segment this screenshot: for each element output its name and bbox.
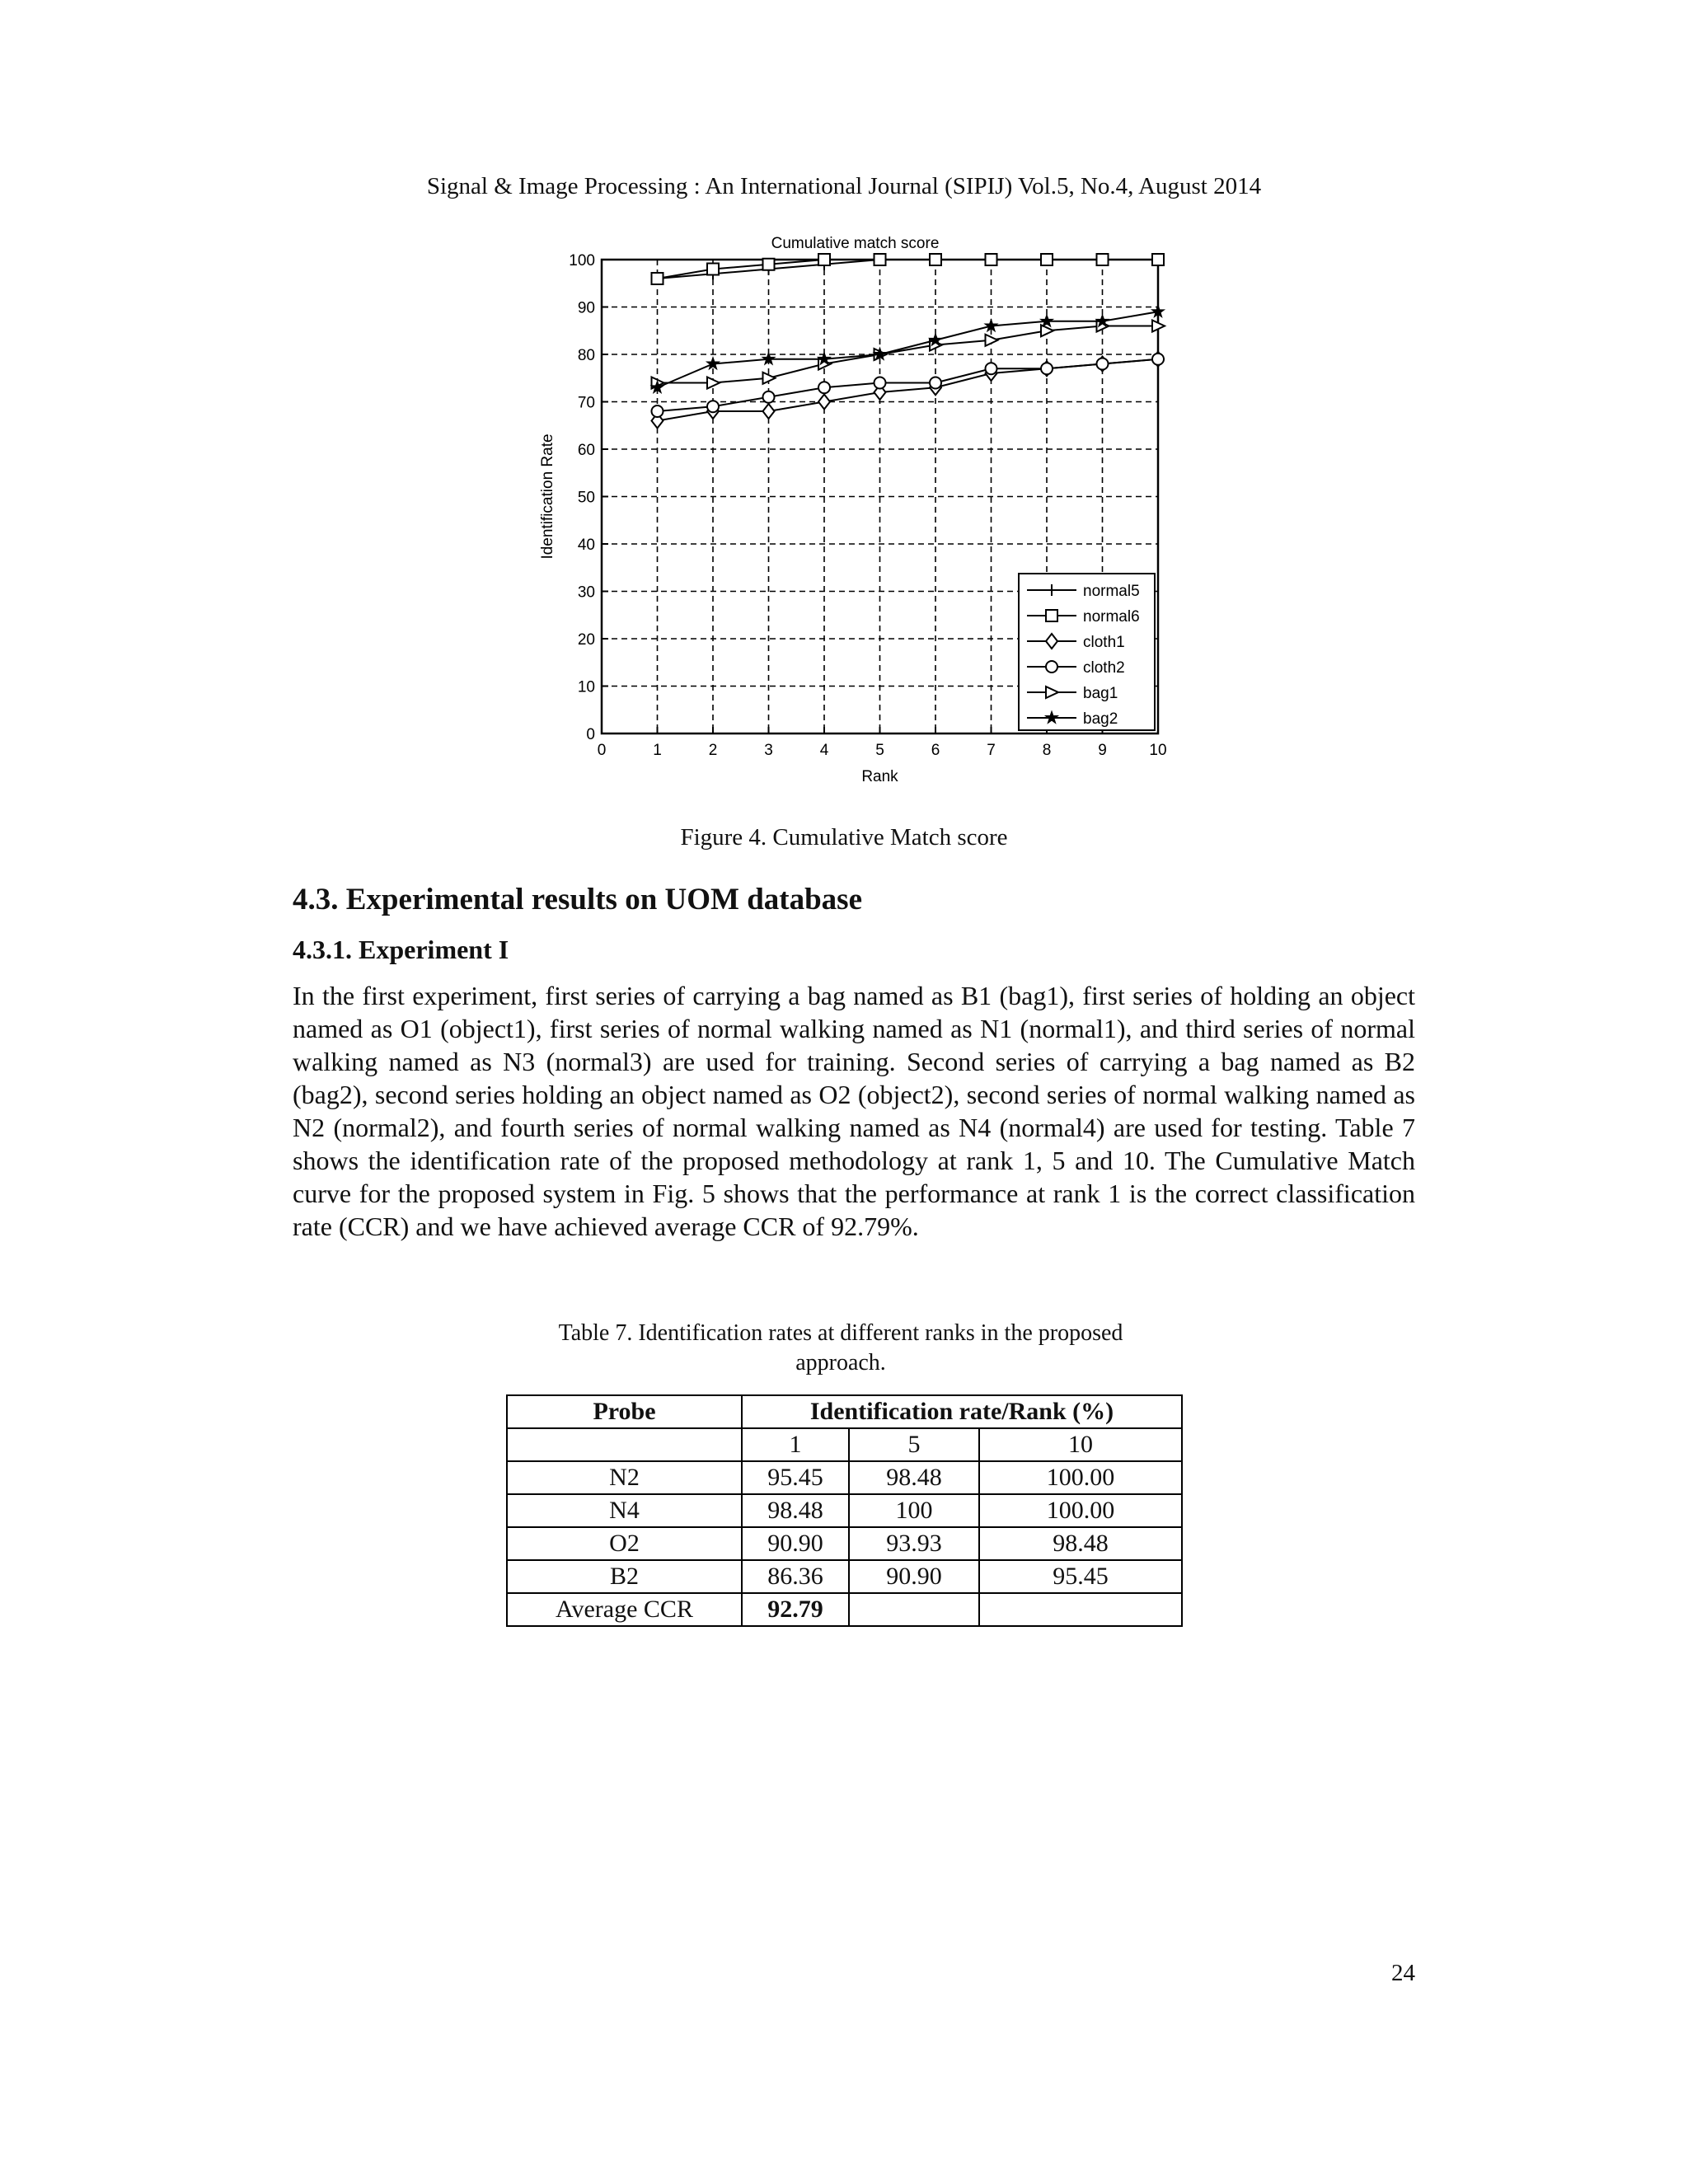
series-line-normal5 xyxy=(658,260,1159,279)
y-tick-label: 70 xyxy=(577,394,595,412)
x-tick-label: 6 xyxy=(931,742,940,759)
table-cell xyxy=(979,1593,1182,1626)
series-line-cloth1 xyxy=(658,359,1159,421)
y-tick-label: 30 xyxy=(577,583,595,602)
table-cell: 100.00 xyxy=(979,1461,1182,1494)
chart-svg xyxy=(536,227,1179,787)
table-cell xyxy=(849,1593,979,1626)
y-axis-label: Identification Rate xyxy=(539,434,556,560)
table-cell: 95.45 xyxy=(979,1560,1182,1593)
table-cell: 98.48 xyxy=(742,1494,849,1527)
data-point-normal6 xyxy=(1097,254,1109,265)
table-row xyxy=(507,1461,1182,1494)
y-tick-label: 60 xyxy=(577,442,595,459)
y-tick-label: 40 xyxy=(577,537,595,554)
series-normal6 xyxy=(652,254,1165,284)
running-header: Signal & Image Processing : An International Journal (SIPIJ) Vol.5, No.4, August 2014 xyxy=(426,173,1262,199)
data-point-cloth1 xyxy=(763,404,775,419)
data-point-normal6 xyxy=(874,254,886,265)
y-tick-label: 100 xyxy=(569,252,595,269)
y-tick-label: 50 xyxy=(577,489,595,507)
data-point-normal6 xyxy=(1041,254,1053,265)
cumulative-match-chart xyxy=(536,227,1179,787)
table-cell: 100 xyxy=(849,1494,979,1527)
table-cell: 100.00 xyxy=(979,1494,1182,1527)
table-header-row xyxy=(507,1395,1182,1428)
table-header-probe: Probe xyxy=(507,1395,742,1428)
data-point-cloth2 xyxy=(874,377,886,389)
table-row xyxy=(507,1560,1182,1593)
x-tick-label: 9 xyxy=(1098,742,1107,759)
table-caption: Table 7. Identification rates at different ranks in the proposed approach. xyxy=(558,1320,1123,1376)
x-tick-label: 7 xyxy=(987,742,996,759)
x-tick-label: 2 xyxy=(708,742,718,759)
legend xyxy=(1019,574,1155,730)
table-average-label: Average CCR xyxy=(507,1593,742,1626)
data-point-cloth2 xyxy=(763,391,775,403)
legend-label-bag2: bag2 xyxy=(1083,710,1118,728)
table-header-rate: Identification rate/Rank (%) xyxy=(742,1395,1182,1428)
table-cell: 5 xyxy=(849,1428,979,1461)
table-cell: B2 xyxy=(507,1560,742,1593)
x-tick-label: 10 xyxy=(1149,742,1167,759)
table-cell: 90.90 xyxy=(742,1527,849,1560)
section-heading: 4.3. Experimental results on UOM database xyxy=(293,883,863,916)
data-point-cloth2 xyxy=(652,405,663,417)
table-cell: O2 xyxy=(507,1527,742,1560)
x-tick-label: 5 xyxy=(875,742,884,759)
data-point-cloth2 xyxy=(1152,354,1164,365)
table-cell: 10 xyxy=(979,1428,1182,1461)
data-point-cloth2 xyxy=(986,363,997,374)
legend-label-normal5: normal5 xyxy=(1083,583,1140,600)
legend-marker-cloth2 xyxy=(1046,661,1057,673)
y-tick-label: 90 xyxy=(577,299,595,317)
table-cell: 98.48 xyxy=(849,1461,979,1494)
data-point-normal6 xyxy=(707,264,719,275)
y-tick-label: 0 xyxy=(586,726,595,743)
series-line-normal6 xyxy=(658,260,1159,279)
series-normal5 xyxy=(652,254,1165,284)
data-point-normal6 xyxy=(930,254,941,265)
legend-label-cloth2: cloth2 xyxy=(1083,659,1125,677)
data-point-normal6 xyxy=(818,254,830,265)
x-tick-label: 4 xyxy=(819,742,829,759)
table-cell: 95.45 xyxy=(742,1461,849,1494)
data-point-normal6 xyxy=(986,254,997,265)
data-point-bag2 xyxy=(706,358,719,370)
data-point-normal6 xyxy=(763,259,775,270)
legend-label-normal6: normal6 xyxy=(1083,608,1140,626)
data-point-normal6 xyxy=(652,273,663,284)
y-tick-label: 10 xyxy=(577,678,595,696)
table-average-row xyxy=(507,1593,1182,1626)
x-tick-label: 1 xyxy=(653,742,662,759)
series-line-cloth2 xyxy=(658,359,1159,411)
results-table xyxy=(506,1394,1183,1627)
table-cell: 90.90 xyxy=(849,1560,979,1593)
table-cell: 86.36 xyxy=(742,1560,849,1593)
body-paragraph: In the first experiment, first series of carrying a bag named as B1 (bag1), first series of holding an object named as O1 (object1), first series of normal walking named as N1 (normal1), and third series of normal walking named as N3 (normal3) are used for training. Second series of carrying a bag named as B2 (bag2), second series holding an object named as O2 (object2), second series of normal walking named as N2 (normal2), and fourth series of normal walking named as N4 (normal4) are used for testing. Table 7 shows the identification rate of the proposed methodology at rank 1, 5 and 10. The Cumulative Match curve for the proposed system in Fig. 5 shows that the performance at rank 1 is the correct classification rate (CCR) and we have achieved average CCR of 92.79%. xyxy=(293,981,1415,1241)
table-cell xyxy=(507,1428,742,1461)
data-point-cloth1 xyxy=(818,395,830,410)
table-cell: N2 xyxy=(507,1461,742,1494)
table-row xyxy=(507,1494,1182,1527)
x-axis-label: Rank xyxy=(861,768,898,785)
table-cell: 1 xyxy=(742,1428,849,1461)
data-point-cloth2 xyxy=(1041,363,1053,374)
data-point-cloth2 xyxy=(1097,359,1109,370)
table-cell: 93.93 xyxy=(849,1527,979,1560)
page-number: 24 xyxy=(1391,1960,1415,1986)
data-point-normal6 xyxy=(1152,254,1164,265)
y-tick-label: 20 xyxy=(577,631,595,649)
data-point-cloth2 xyxy=(707,401,719,412)
x-tick-label: 0 xyxy=(597,742,607,759)
legend-marker-normal6 xyxy=(1046,610,1057,621)
table-rank-row xyxy=(507,1428,1182,1461)
x-tick-label: 8 xyxy=(1042,742,1052,759)
table-average-value: 92.79 xyxy=(742,1593,849,1626)
x-tick-label: 3 xyxy=(764,742,773,759)
figure-caption: Figure 4. Cumulative Match score xyxy=(680,824,1008,851)
subsection-heading: 4.3.1. Experiment I xyxy=(293,935,509,964)
data-point-cloth2 xyxy=(930,377,941,389)
table-cell: N4 xyxy=(507,1494,742,1527)
chart-title: Cumulative match score xyxy=(771,235,940,252)
table-row xyxy=(507,1527,1182,1560)
data-point-cloth2 xyxy=(818,382,830,393)
y-tick-label: 80 xyxy=(577,347,595,364)
legend-label-bag1: bag1 xyxy=(1083,685,1118,702)
table-cell: 98.48 xyxy=(979,1527,1182,1560)
legend-label-cloth1: cloth1 xyxy=(1083,634,1125,651)
